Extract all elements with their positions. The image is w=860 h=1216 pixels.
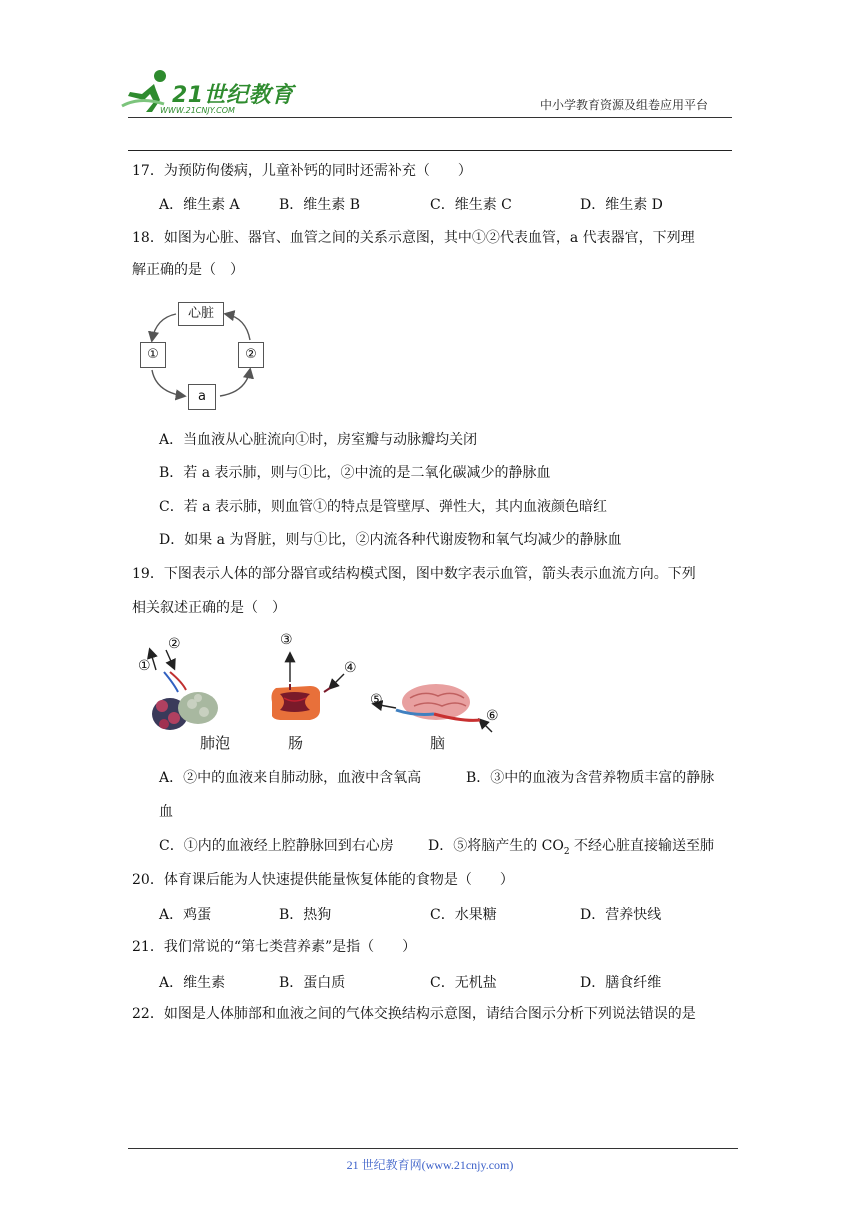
- q18-option-b: B．若 a 表示肺，则与①比，②中流的是二氧化碳减少的静脉血: [159, 465, 551, 481]
- q17-option-a: A．维生素 A: [159, 197, 240, 213]
- label-brain: 脑: [430, 734, 446, 752]
- q22-stem: 22．如图是人体肺部和血液之间的气体交换结构示意图，请结合图示分析下列说法错误的是: [132, 1006, 696, 1022]
- header: [0, 0, 860, 160]
- label-alveoli: 肺泡: [200, 734, 231, 752]
- q21-option-a: A．维生素: [159, 975, 226, 991]
- q19-option-d-text-end: 不经心脏直接输送至肺: [569, 838, 715, 854]
- q21-option-d: D．膳食纤维: [580, 975, 662, 991]
- q21-option-c: C．无机盐: [430, 975, 497, 991]
- q17-option-d: D．维生素 D: [580, 197, 663, 213]
- q21-option-b: B．蛋白质: [279, 975, 346, 991]
- q20-option-d: D．营养快线: [580, 907, 662, 923]
- footer-rule: [128, 1148, 738, 1149]
- intestine-illustration: [272, 654, 345, 720]
- alveoli-illustration: [150, 650, 218, 730]
- q19-option-d-text: D．⑤将脑产生的 CO: [428, 838, 564, 854]
- organ-a-box: a: [188, 384, 216, 410]
- q19-option-a: A．②中的血液来自肺动脉，血液中含氧高: [159, 770, 422, 786]
- q20-option-b: B．热狗: [279, 907, 332, 923]
- q20-option-c: C．水果糖: [430, 907, 497, 923]
- logo-text: 21世纪教育: [172, 83, 294, 108]
- q19-option-b: B．③中的血液为含营养物质丰富的静脉: [466, 770, 715, 786]
- platform-name: 中小学教育资源及组卷应用平台: [540, 98, 709, 112]
- q21-stem: 21．我们常说的“第七类营养素”是指（ ）: [132, 939, 417, 955]
- vessel-2-box: ②: [238, 342, 264, 368]
- vessel-label-5: ⑤: [370, 692, 383, 708]
- vessel-label-4: ④: [344, 660, 357, 676]
- logo-url: WWW.21CNJY.COM: [160, 106, 235, 115]
- heart-box: 心脏: [178, 302, 224, 326]
- q18-stem-line2: 解正确的是（ ）: [132, 262, 244, 278]
- header-rule: [128, 117, 732, 118]
- vessel-label-3: ③: [280, 632, 293, 648]
- q18-stem-line1: 18．如图为心脏、器官、血管之间的关系示意图，其中①②代表血管，a 代表器官，下列理: [132, 230, 695, 246]
- q19-option-c: C．①内的血液经上腔静脉回到右心房: [159, 838, 394, 854]
- q19-option-b-cont: 血: [159, 804, 173, 820]
- q18-option-d: D．如果 a 为肾脏，则与①比，②内流各种代谢废物和氧气均减少的静脉血: [159, 532, 622, 548]
- brain-illustration: [374, 684, 492, 732]
- q18-option-a: A．当血液从心脏流向①时，房室瓣与动脉瓣均关闭: [159, 432, 478, 448]
- organ-illustrations: [134, 632, 514, 756]
- q19-figure: [134, 632, 514, 756]
- q18-option-c: C．若 a 表示肺，则血管①的特点是管壁厚、弹性大，其内血液颜色暗红: [159, 499, 607, 515]
- q18-diagram: [134, 298, 274, 413]
- q19-stem-line2: 相关叙述正确的是（ ）: [132, 600, 286, 616]
- vessel-1-box: ①: [140, 342, 166, 368]
- vessel-label-2: ②: [168, 636, 181, 652]
- header-rule-thick: [128, 150, 732, 151]
- q19-option-d: [428, 836, 714, 862]
- q20-option-a: A．鸡蛋: [159, 907, 212, 923]
- q19-stem-line1: 19．下图表示人体的部分器官或结构模式图，图中数字表示血管，箭头表示血流方向。下列: [132, 566, 696, 582]
- footer-text: 21 世纪教育网(www.21cnjy.com): [346, 1158, 514, 1172]
- vessel-label-1: ①: [138, 658, 151, 674]
- vessel-label-6: ⑥: [486, 708, 499, 724]
- q19-option-d-subscript: 2: [563, 846, 570, 857]
- q17-option-b: B．维生素 B: [279, 197, 361, 213]
- q17-option-c: C．维生素 C: [430, 197, 512, 213]
- label-intestine: 肠: [288, 734, 304, 752]
- q17-stem: 17．为预防佝偻病，儿童补钙的同时还需补充（ ）: [132, 163, 472, 179]
- q20-stem: 20．体育课后能为人快速提供能量恢复体能的食物是（ ）: [132, 872, 514, 888]
